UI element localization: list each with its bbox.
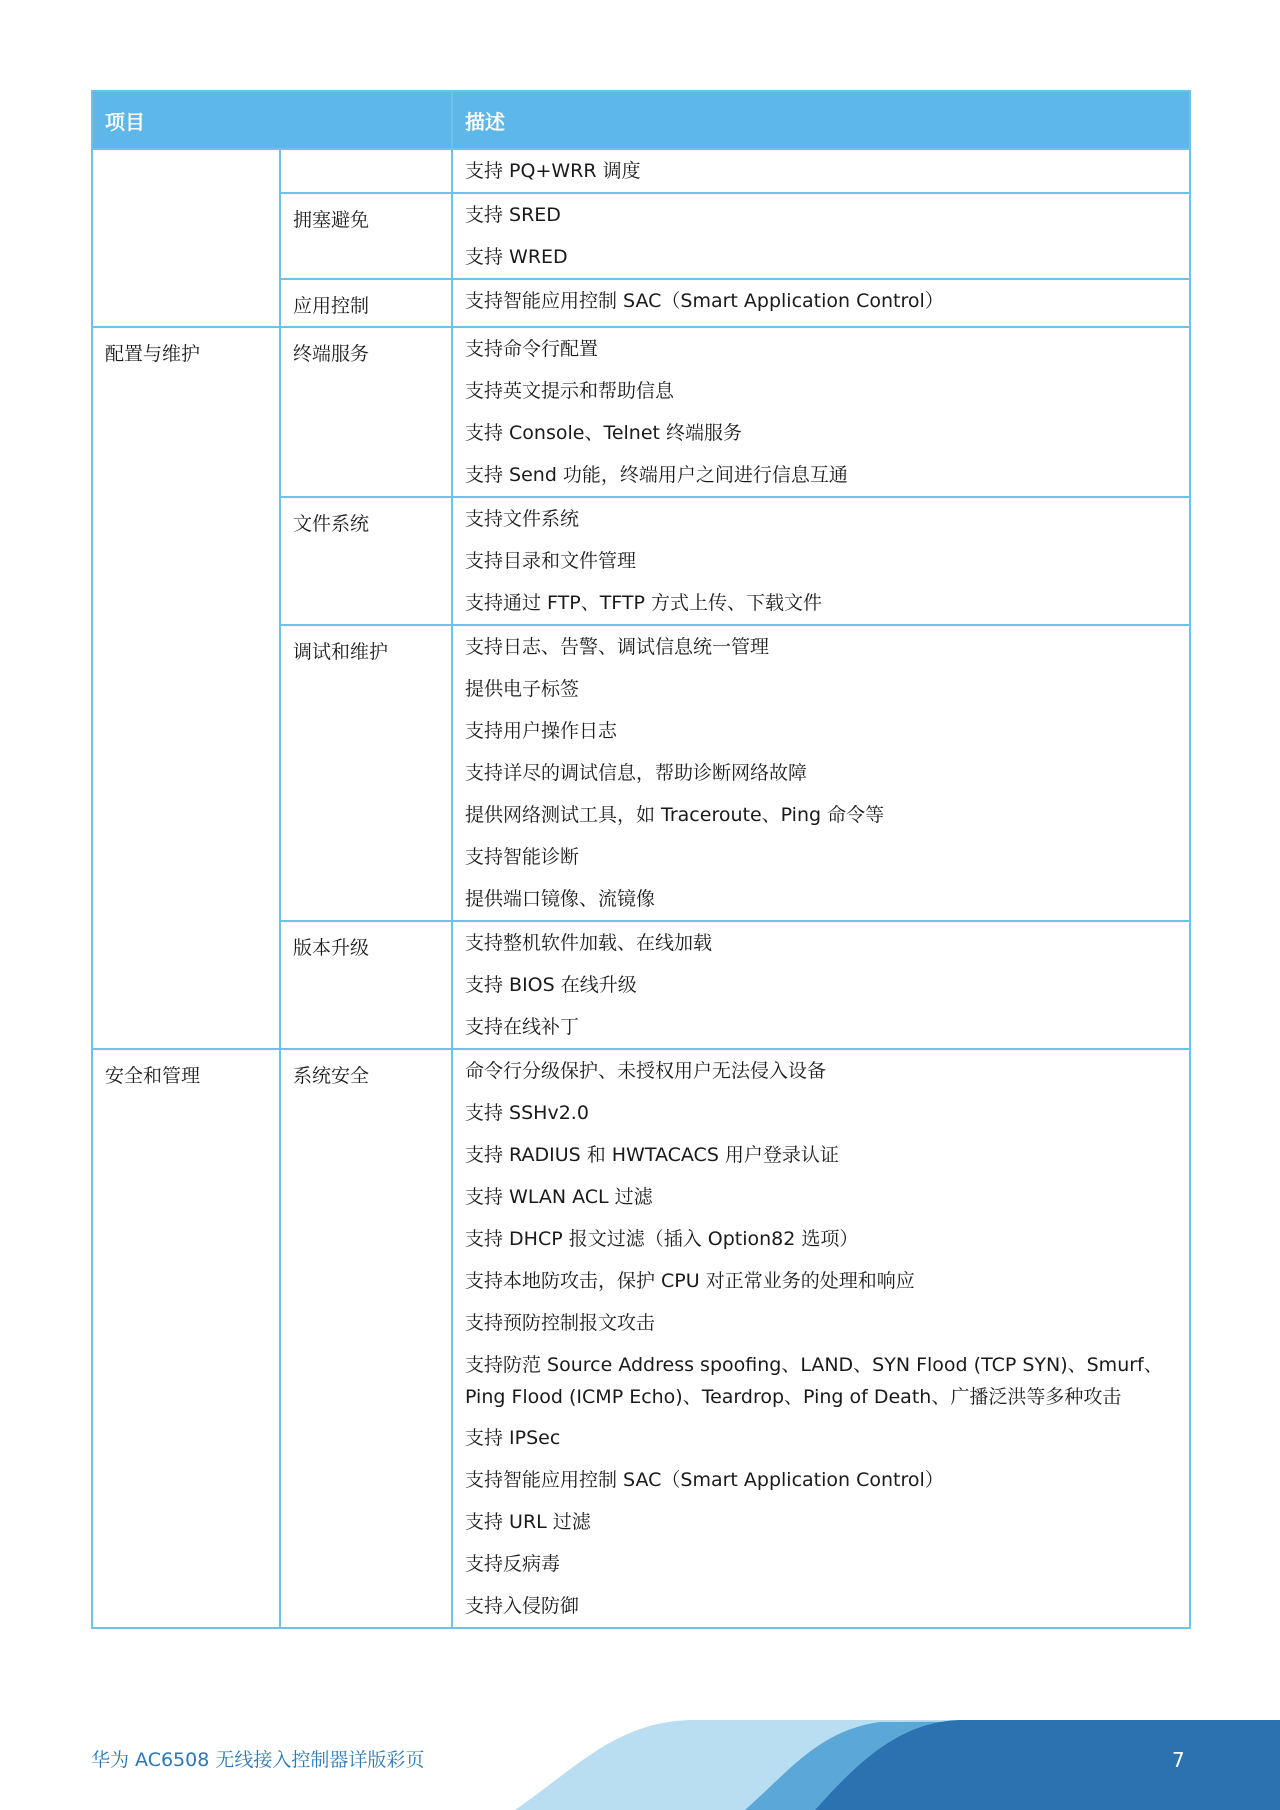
description-item: 支持文件系统 [465,508,580,530]
subcategory-cell [280,149,452,193]
description-item: 支持日志、告警、调试信息统一管理 [465,636,770,658]
category-cell [92,149,280,327]
description-item: 支持目录和文件管理 [465,550,637,572]
table-row [92,1049,1190,1628]
description-cell [452,921,1190,1049]
subcategory-cell: 文件系统 [280,497,452,625]
description-item: 支持 SRED [465,204,561,226]
description-cell [452,625,1190,921]
description-item: 支持 DHCP 报文过滤（插入 Option82 选项） [465,1228,859,1250]
description-item: 支持命令行配置 [465,338,599,360]
description-item: 支持 URL 过滤 [465,1511,591,1533]
table-row [92,327,1190,497]
description-item: 支持 SSHv2.0 [465,1102,589,1124]
description-item: 支持 Send 功能，终端用户之间进行信息互通 [465,464,848,486]
description-item: 支持入侵防御 [465,1595,580,1617]
description-item: 支持 Console、Telnet 终端服务 [465,422,743,444]
description-item: 支持用户操作日志 [465,720,618,742]
description-cell [452,279,1190,327]
description-cell [452,149,1190,193]
description-item: 提供端口镜像、流镜像 [465,888,656,910]
subcategory-cell: 终端服务 [280,327,452,497]
table-row [92,149,1190,193]
header-item: 项目 [92,91,452,149]
subcategory-cell: 拥塞避免 [280,193,452,279]
subcategory-cell: 应用控制 [280,279,452,327]
page-number: 7 [1172,1748,1185,1772]
description-item: 支持详尽的调试信息，帮助诊断网络故障 [465,762,808,784]
subcategory-cell: 调试和维护 [280,625,452,921]
description-cell [452,193,1190,279]
description-item: 支持通过 FTP、TFTP 方式上传、下载文件 [465,592,823,614]
description-item: 支持整机软件加载、在线加载 [465,932,713,954]
description-item: 支持智能应用控制 SAC（Smart Application Control） [465,290,944,312]
description-cell [452,327,1190,497]
description-item: 支持防范 Source Address spoofing、LAND、SYN Flood (TCP SYN)、Smurf、Ping Flood (ICMP Echo)、Teardrop、Ping of Death、广播泛洪等多种攻击 [465,1354,1163,1408]
spec-table [91,90,1191,1629]
description-item: 支持英文提示和帮助信息 [465,380,675,402]
header-description: 描述 [452,91,1190,149]
description-item: 支持智能诊断 [465,846,580,868]
description-item: 支持智能应用控制 SAC（Smart Application Control） [465,1469,944,1491]
description-item: 支持 WLAN ACL 过滤 [465,1186,653,1208]
category-cell: 安全和管理 [92,1049,280,1628]
description-item: 支持本地防攻击，保护 CPU 对正常业务的处理和响应 [465,1270,915,1292]
subcategory-cell: 系统安全 [280,1049,452,1628]
description-cell [452,1049,1190,1628]
footer-title: 华为 AC6508 无线接入控制器详版彩页 [91,1749,425,1771]
description-item: 提供网络测试工具，如 Traceroute、Ping 命令等 [465,804,885,826]
subcategory-cell: 版本升级 [280,921,452,1049]
description-cell [452,497,1190,625]
description-item: 支持预防控制报文攻击 [465,1312,656,1334]
description-item: 支持 BIOS 在线升级 [465,974,637,996]
description-item: 支持 RADIUS 和 HWTACACS 用户登录认证 [465,1144,839,1166]
category-cell: 配置与维护 [92,327,280,1049]
description-item: 支持 IPSec [465,1427,561,1449]
description-item: 支持反病毒 [465,1553,561,1575]
description-item: 支持在线补丁 [465,1016,580,1038]
description-item: 命令行分级保护、未授权用户无法侵入设备 [465,1060,827,1082]
description-item: 支持 PQ+WRR 调度 [465,160,641,182]
description-item: 支持 WRED [465,246,568,268]
table-header-row [92,91,1190,149]
description-item: 提供电子标签 [465,678,580,700]
